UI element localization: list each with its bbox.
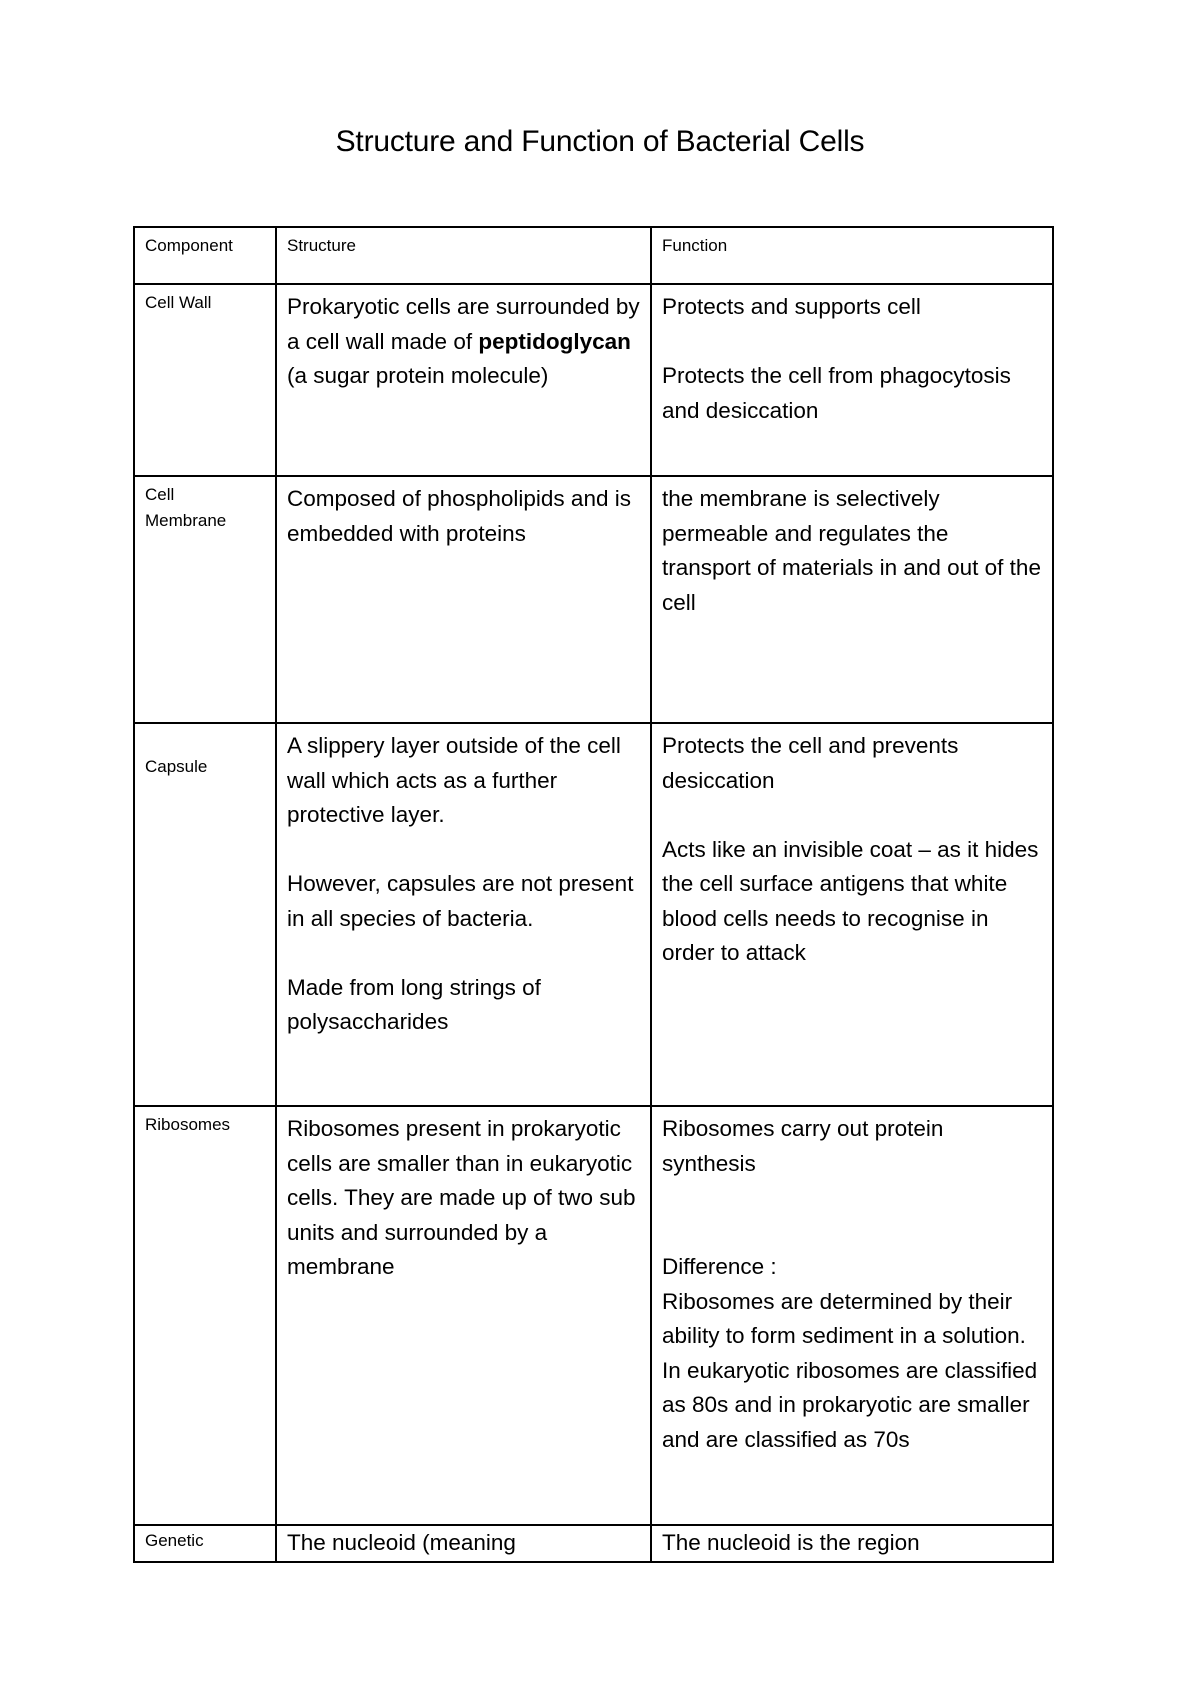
table-row-ribosomes [134,1106,1053,1525]
structure-text-end: (a sugar protein molecule) [287,363,549,388]
structure-paragraph: A slippery layer outside of the cell wall which acts as a further protective layer. [287,733,621,827]
structure-paragraph: However, capsules are not present in all species of bacteria. [287,871,634,931]
structure-cell: The nucleoid (meaning [276,1525,651,1562]
table-row-capsule [134,723,1053,1106]
function-cell [651,723,1053,1106]
bacterial-cells-table [133,226,1054,1563]
function-cell: The nucleoid is the region [651,1525,1053,1562]
header-structure: Structure [276,227,651,284]
component-cell [134,1106,276,1525]
structure-paragraph: Made from long strings of polysaccharides [287,974,541,1034]
structure-cell: Ribosomes present in prokaryotic cells are smaller than in eukaryotic cells. They are made up of two sub units and surrounded by a membrane [276,1106,651,1525]
component-label: Cell [145,485,175,504]
function-cell: the membrane is selectively permeable and regulates the transport of materials in and out of the cell [651,476,1053,723]
function-paragraph: Protects the cell and prevents desiccation [662,733,959,793]
function-paragraph: Ribosomes carry out protein synthesis [662,1116,944,1176]
function-paragraph: Protects the cell from phagocytosis and desiccation [662,363,1011,423]
header-component: Component [134,227,276,284]
component-label: Genetic [145,1531,204,1550]
structure-bold-term: peptidoglycan [478,328,631,354]
component-cell [134,723,276,1106]
table-header-row [134,227,1053,284]
component-label: Cell Wall [145,293,212,312]
structure-cell [276,284,651,476]
component-cell [134,284,276,476]
function-cell [651,284,1053,476]
header-function: Function [651,227,1053,284]
structure-cell [276,723,651,1106]
component-label: Capsule [145,757,208,776]
component-label: Membrane [145,511,227,530]
table-row-genetic [134,1525,1053,1562]
function-paragraph: Protects and supports cell [662,294,921,319]
table-row-cell-wall [134,284,1053,476]
function-paragraph: Ribosomes are determined by their ability to form sediment in a solution. In eukaryotic ribosomes are classified as 80s and in prokaryotic are smaller and are classified as 70s [662,1288,1038,1452]
table-row-cell-membrane [134,476,1053,723]
page-title: Structure and Function of Bacterial Cells [335,125,865,158]
structure-cell: Composed of phospholipids and is embedded with proteins [276,476,651,723]
function-paragraph: Acts like an invisible coat – as it hides the cell surface antigens that white blood cells needs to recognise in order to attack [662,836,1039,965]
component-cell [134,1525,276,1562]
structure-text: Prokaryotic cells are surrounded by a cell wall made of [287,294,640,354]
component-label: Ribosomes [145,1115,231,1134]
function-paragraph: Difference : [662,1254,777,1279]
function-cell [651,1106,1053,1525]
component-cell [134,476,276,723]
